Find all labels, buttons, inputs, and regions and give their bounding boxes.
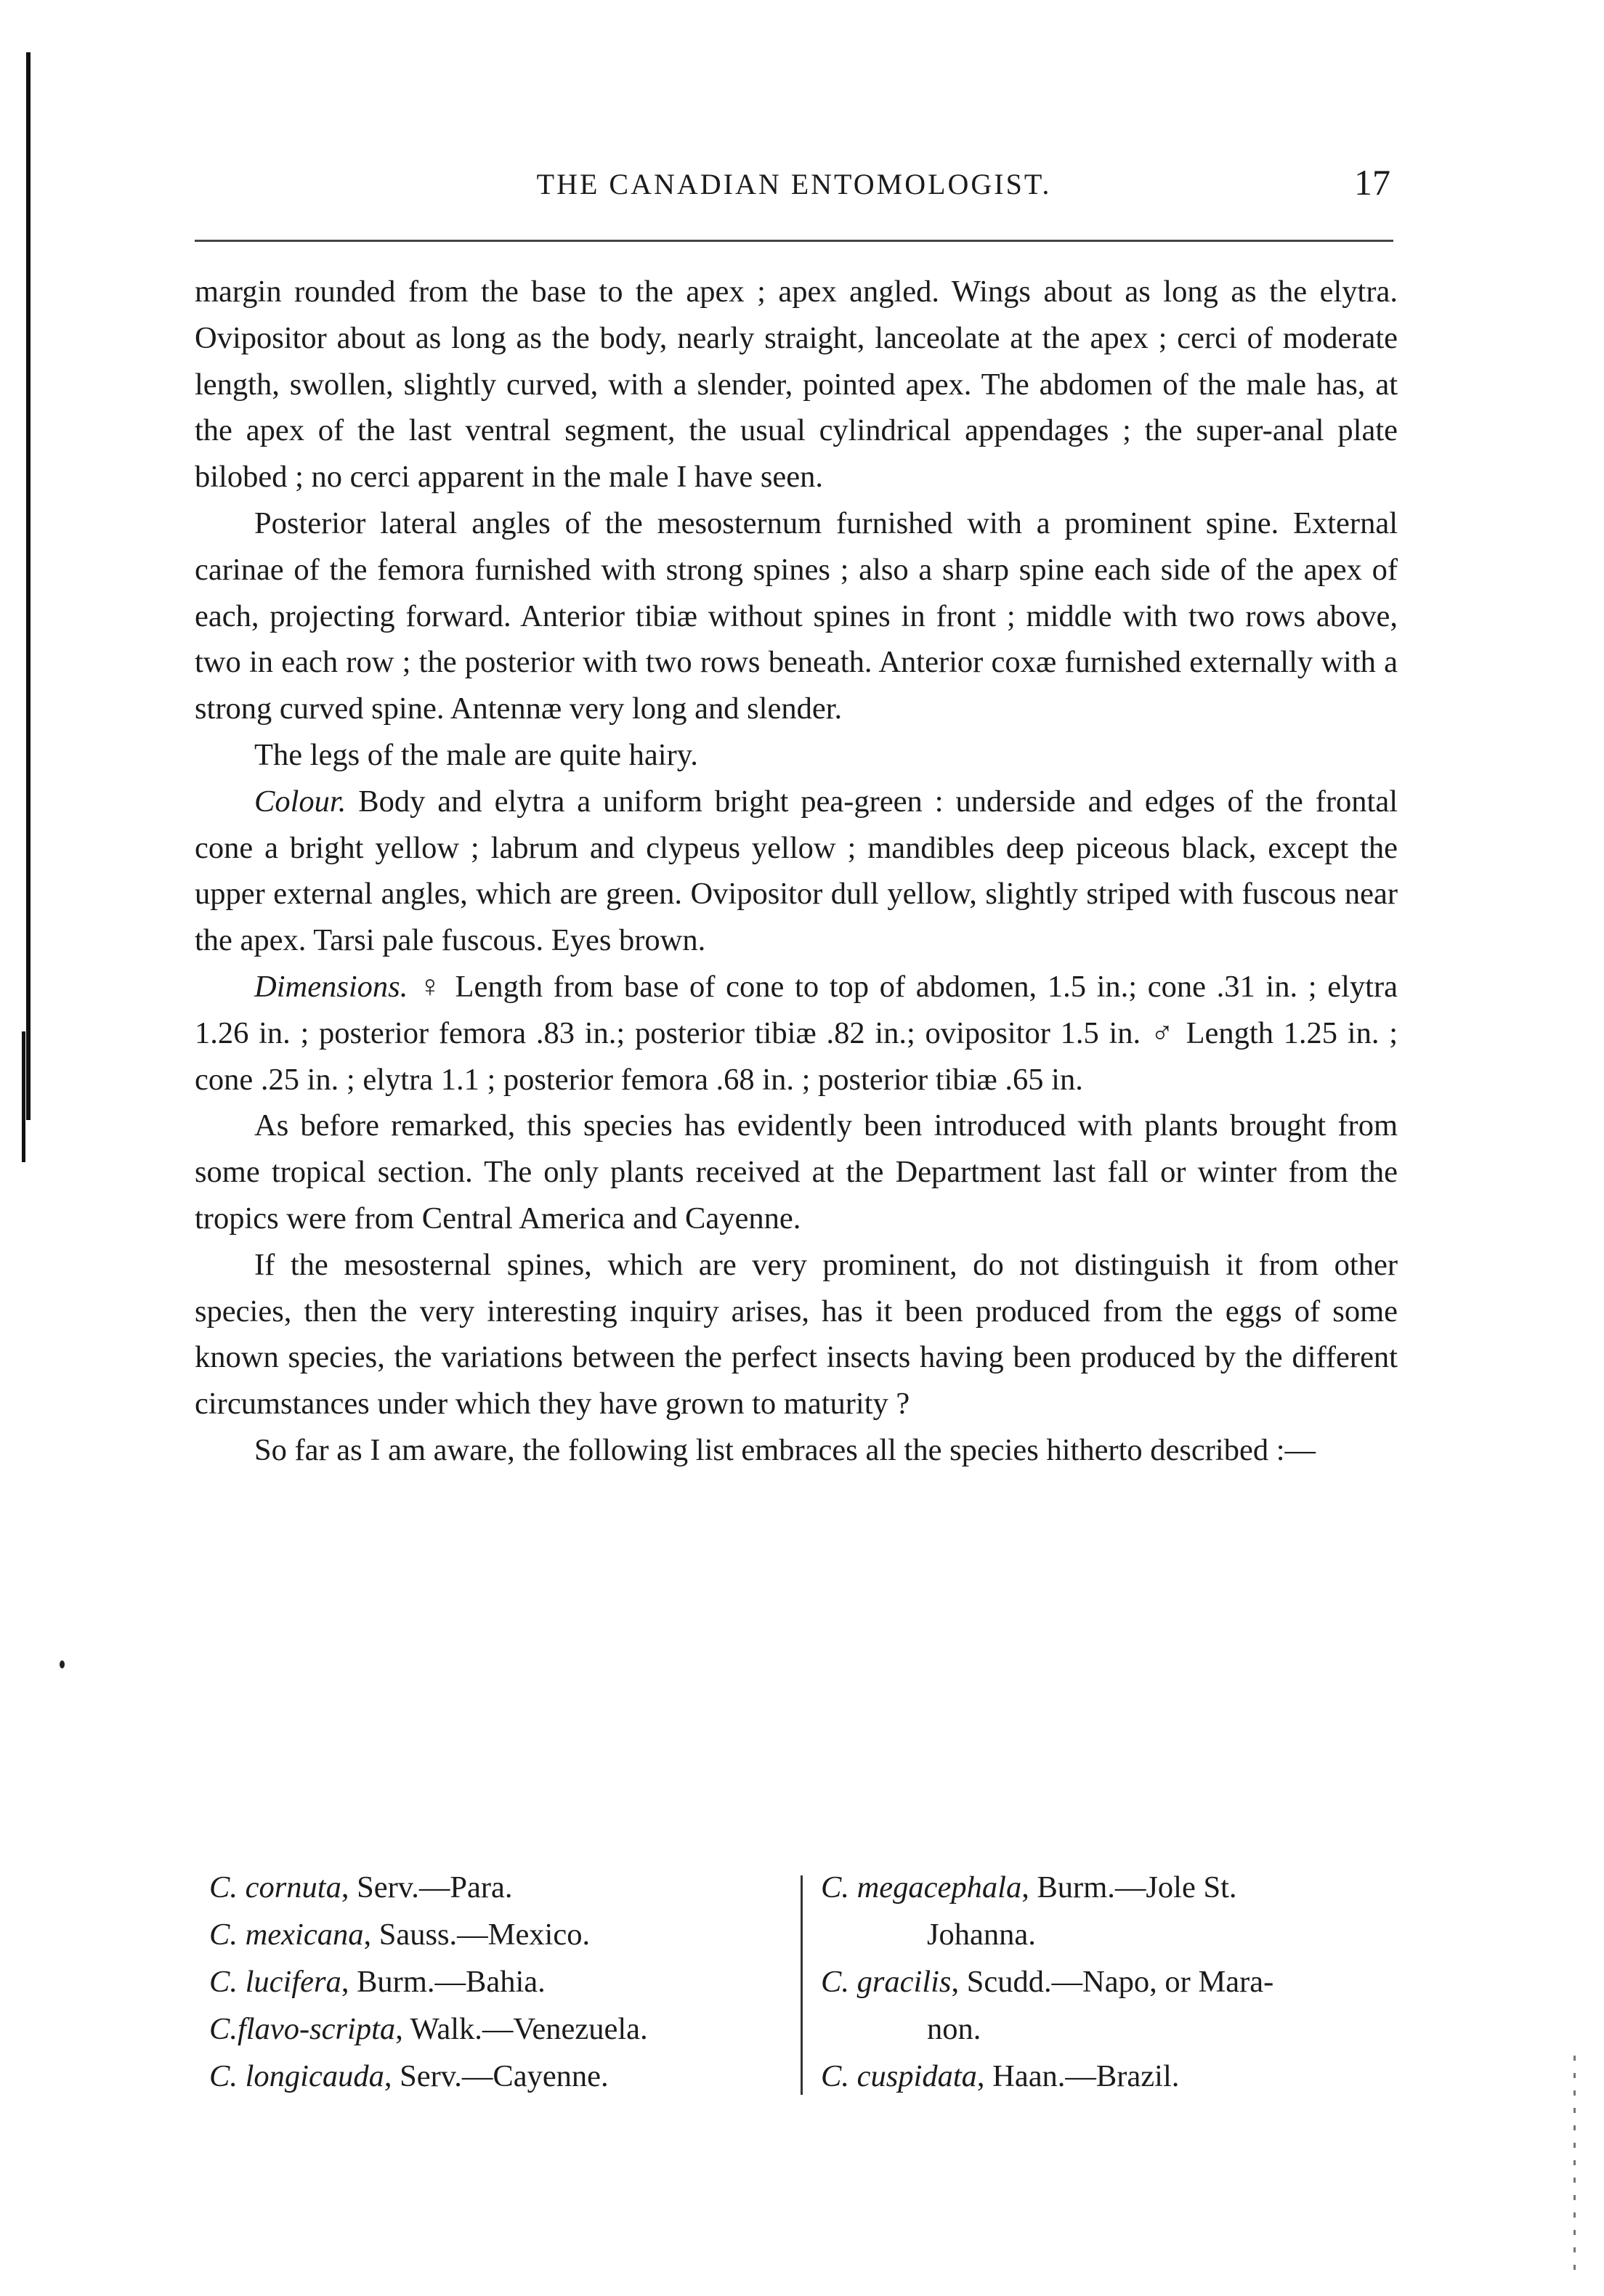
paragraph-text: ♀ Length from base of cone to top of abdomen, 1.5 in.; cone .31 in. ; elytra 1.26 in. ; posterior femora .83 in.; posterior tibiæ .82 in.; ovipositor 1.5 in. ♂ Length 1.25 in. ; cone .25 in. ; elytra 1.1 ; posterior femora .68 in. ; posterior tibiæ .65 in. <box>195 969 1398 1097</box>
paragraph: Posterior lateral angles of the mesosternum furnished with a prominent spine. External carinae of the femora furnished with strong spines ; also a sharp spine each side of the apex of each, projecting forward. Anterior tibiæ without spines in front ; middle with two rows above, two in each row ; the posterior with two rows beneath. Anterior coxæ furnished externally with a strong curved spine. Antennæ very long and slender. <box>195 506 1398 726</box>
genus: C. <box>209 1918 238 1952</box>
list-item <box>821 1958 1402 2005</box>
section-lead: Dimensions. <box>254 969 408 1004</box>
species-list <box>195 1864 1398 2111</box>
species-epithet: mexicana <box>245 1918 364 1952</box>
stray-ink-mark <box>60 1660 65 1668</box>
species-authority: , Haan.—Brazil. <box>976 2059 1180 2093</box>
species-authority: , Burm.—Jole St. <box>1021 1870 1237 1904</box>
species-epithet: cuspidata <box>856 2059 977 2093</box>
header-rule <box>195 240 1393 242</box>
list-item <box>821 2053 1402 2100</box>
paragraph: So far as I am aware, the following list embraces all the species hitherto described :— <box>254 1432 1316 1467</box>
species-epithet: lucifera <box>245 1965 341 1999</box>
binding-edge-line <box>26 52 31 1120</box>
page-number: 17 <box>1354 162 1390 203</box>
list-item-continuation: non. <box>927 2012 981 2046</box>
genus: C. <box>821 1965 849 1999</box>
list-item <box>209 1864 798 1911</box>
genus: C. <box>209 2012 238 2046</box>
column-divider <box>801 1875 803 2095</box>
genus: C. <box>209 2059 238 2093</box>
paragraph-dimensions <box>195 964 1398 1103</box>
species-epithet: cornuta <box>245 1870 341 1904</box>
paragraph-colour <box>195 779 1398 964</box>
paragraph: As before remarked, this species has evidently been introduced with plants brought from some tropical section. The only plants received at the Department last fall or winter from the tropics were from Central America and Cayenne. <box>195 1108 1398 1236</box>
list-item <box>209 2053 798 2100</box>
page-header <box>195 161 1393 205</box>
species-list-left-column <box>209 1864 798 2100</box>
species-epithet: megacephala <box>856 1870 1022 1904</box>
running-title: THE CANADIAN ENTOMOLOGIST. <box>536 168 1052 200</box>
species-authority: , Sauss.—Mexico. <box>363 1918 591 1952</box>
section-lead: Colour. <box>254 784 347 819</box>
binding-edge-line-secondary <box>22 1031 25 1162</box>
genus: C. <box>209 1870 238 1904</box>
species-authority: , Serv.—Cayenne. <box>384 2059 609 2093</box>
body-text <box>195 269 1398 1474</box>
scan-dot-artifact <box>1573 2056 1576 2273</box>
genus: C. <box>821 1870 849 1904</box>
species-authority: , Scudd.—Napo, or Mara- <box>951 1965 1274 1999</box>
paragraph-text: Body and elytra a uniform bright pea-green : underside and edges of the frontal cone a bright yellow ; labrum and clypeus yellow ; mandibles deep piceous black, except the upper external angles, which are green. Ovipositor dull yellow, slightly striped with fuscous near the apex. Tarsi pale fuscous. Eyes brown. <box>195 784 1398 958</box>
species-authority: , Walk.—Venezuela. <box>395 2012 648 2046</box>
list-item-continuation: Johanna. <box>927 1918 1036 1952</box>
species-list-right-column <box>821 1864 1402 2100</box>
list-item <box>209 1958 798 2005</box>
paragraph: The legs of the male are quite hairy. <box>254 737 698 772</box>
genus: C. <box>209 1965 238 1999</box>
species-authority: , Burm.—Bahia. <box>341 1965 546 1999</box>
genus: C. <box>821 2059 849 2093</box>
species-epithet: longicauda <box>245 2059 384 2093</box>
paragraph: If the mesosternal spines, which are very prominent, do not distinguish it from other species, then the very interesting inquiry arises, has it been produced from the eggs of some known species, the variations between the perfect insects having been produced by the different circumstances under which they have grown to maturity ? <box>195 1247 1398 1421</box>
species-authority: , Serv.—Para. <box>341 1870 513 1904</box>
species-epithet: flavo-scripta <box>237 2012 396 2046</box>
list-item <box>821 1864 1402 1911</box>
paragraph: margin rounded from the base to the apex ; apex angled. Wings about as long as the elytra. Ovipositor about as long as the body, nearly straight, lanceolate at the apex ; cerci of moderate length, swollen, slightly curved, with a slender, pointed apex. The abdomen of the male has, at the apex of the last ventral segment, the usual cylindrical appendages ; the super-anal plate bilobed ; no cerci apparent in the male I have seen. <box>195 275 1398 495</box>
list-item <box>209 2005 798 2053</box>
species-epithet: gracilis <box>856 1965 952 1999</box>
list-item <box>209 1911 798 1958</box>
